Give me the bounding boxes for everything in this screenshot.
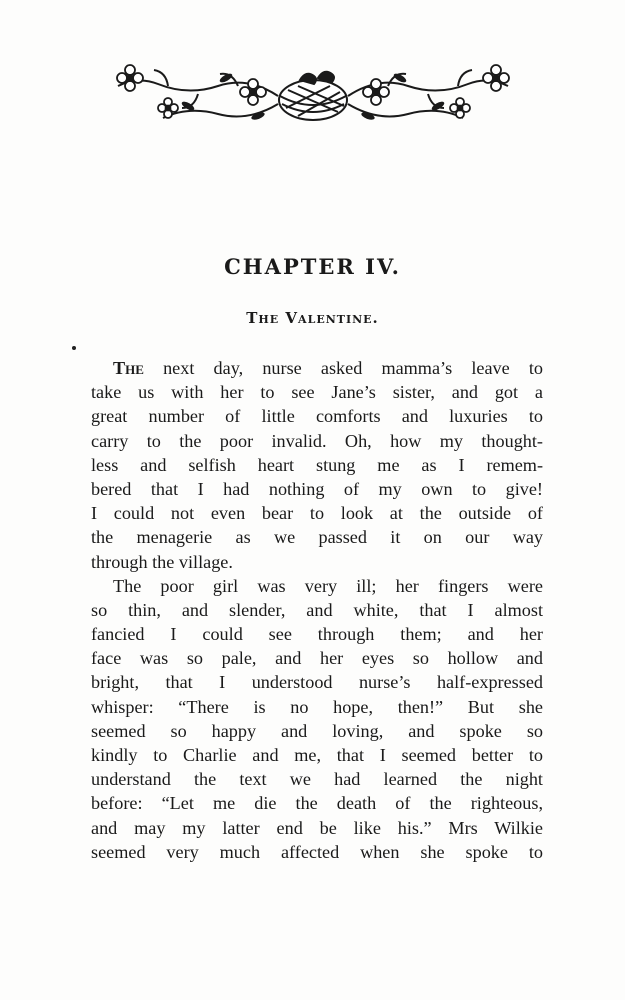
text-line: seemed so happy and loving, and spoke so bbox=[91, 720, 543, 741]
text-line: whisper: “There is no hope, then!” But she bbox=[91, 696, 543, 717]
text-line: bright, that I understood nurse’s half-expressed bbox=[91, 672, 543, 693]
text-line: seemed very much affected when she spoke to bbox=[91, 841, 543, 862]
body-text bbox=[91, 356, 543, 864]
chapter-heading: CHAPTER IV. bbox=[224, 254, 401, 279]
text-line: carry to the poor invalid. Oh, how my thought- bbox=[91, 430, 543, 451]
print-speck bbox=[72, 346, 76, 350]
text-line: take us with her to see Jane’s sister, and got a bbox=[91, 382, 543, 403]
text-line: face was so pale, and her eyes so hollow and bbox=[91, 648, 543, 669]
text-line: and may my latter end be like his.” Mrs Wilkie bbox=[91, 817, 543, 838]
text-line: before: “Let me die the death of the righteous, bbox=[91, 793, 543, 814]
text-line: less and selfish heart stung me as I remem- bbox=[91, 454, 543, 475]
text-line: fancied I could see through them; and her bbox=[91, 624, 543, 645]
text-line: I could not even bear to look at the outside of bbox=[91, 503, 543, 524]
text-line: The poor girl was very ill; her fingers were bbox=[113, 575, 543, 596]
text-line: kindly to Charlie and me, that I seemed better to bbox=[91, 745, 543, 765]
text-line: understand the text we had learned the night bbox=[91, 769, 543, 790]
text-line: the menagerie as we passed it on our way bbox=[91, 527, 543, 548]
text-line: great number of little comforts and luxuries to bbox=[91, 406, 543, 427]
floral-nest-headpiece-icon bbox=[108, 56, 518, 128]
text-line: bered that I had nothing of my own to give! bbox=[91, 478, 543, 499]
text-line: through the village. bbox=[91, 551, 233, 572]
lead-word: The bbox=[113, 358, 144, 378]
chapter-subtitle: The Valentine. bbox=[246, 309, 379, 327]
text-line: The next day, nurse asked mamma’s leave to bbox=[113, 358, 543, 378]
text-line: so thin, and slender, and white, that I almost bbox=[91, 599, 543, 620]
